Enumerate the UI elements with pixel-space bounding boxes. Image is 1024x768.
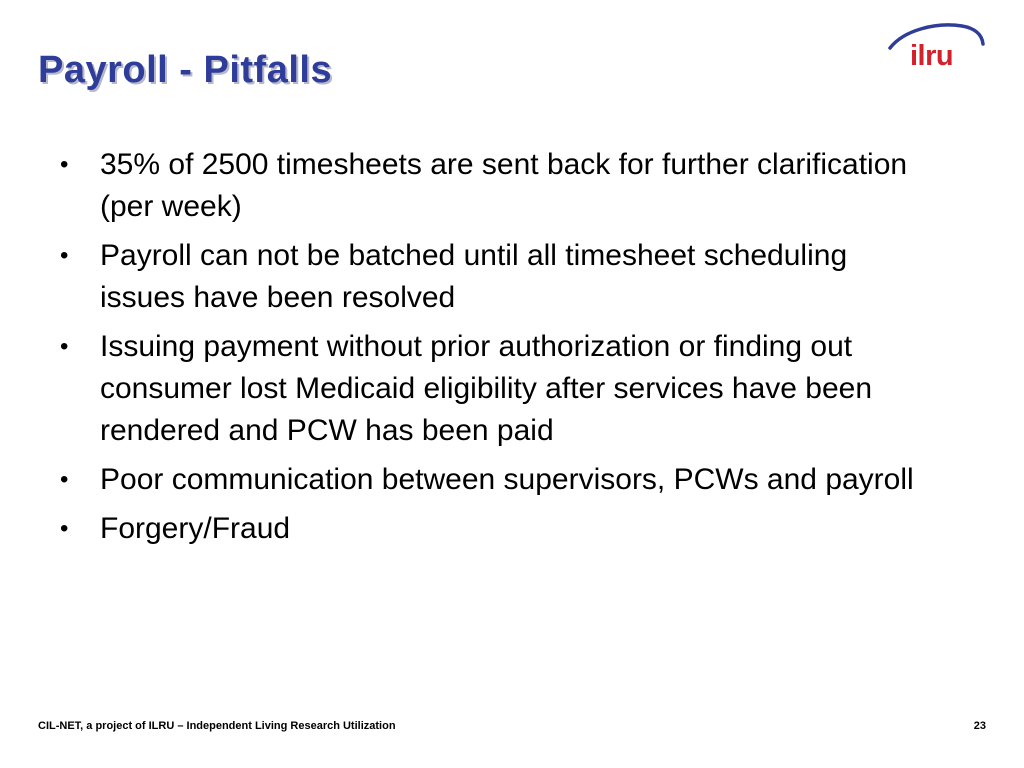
bullet-item bbox=[56, 326, 936, 452]
bullet-list bbox=[56, 144, 936, 557]
bullet-text: Poor communication between supervisors, PCWs and payroll bbox=[100, 463, 914, 496]
bullet-dot-icon: • bbox=[60, 466, 69, 493]
bullet-item bbox=[56, 144, 936, 228]
bullet-dot-icon: • bbox=[60, 242, 69, 269]
bullet-item bbox=[56, 459, 936, 501]
page-number: 23 bbox=[973, 720, 986, 732]
bullet-dot-icon: • bbox=[60, 515, 69, 542]
slide-title: Payroll - Pitfalls bbox=[38, 49, 333, 91]
bullet-item bbox=[56, 508, 936, 550]
bullet-item bbox=[56, 235, 936, 319]
logo-text: ilru bbox=[910, 40, 954, 72]
bullet-text: Payroll can not be batched until all timesheet scheduling issues have been resolved bbox=[100, 239, 848, 314]
bullet-dot-icon: • bbox=[60, 151, 69, 178]
bullet-text: Forgery/Fraud bbox=[100, 512, 291, 545]
bullet-text: 35% of 2500 timesheets are sent back for further clarification (per week) bbox=[100, 148, 908, 223]
bullet-dot-icon: • bbox=[60, 333, 69, 360]
ilru-logo bbox=[886, 20, 990, 76]
bullet-text: Issuing payment without prior authorization or finding out consumer lost Medicaid eligibility after services have been rendered and PCW has been paid bbox=[100, 330, 873, 447]
footer-credit: CIL-NET, a project of ILRU – Independent Living Research Utilization bbox=[38, 720, 396, 732]
